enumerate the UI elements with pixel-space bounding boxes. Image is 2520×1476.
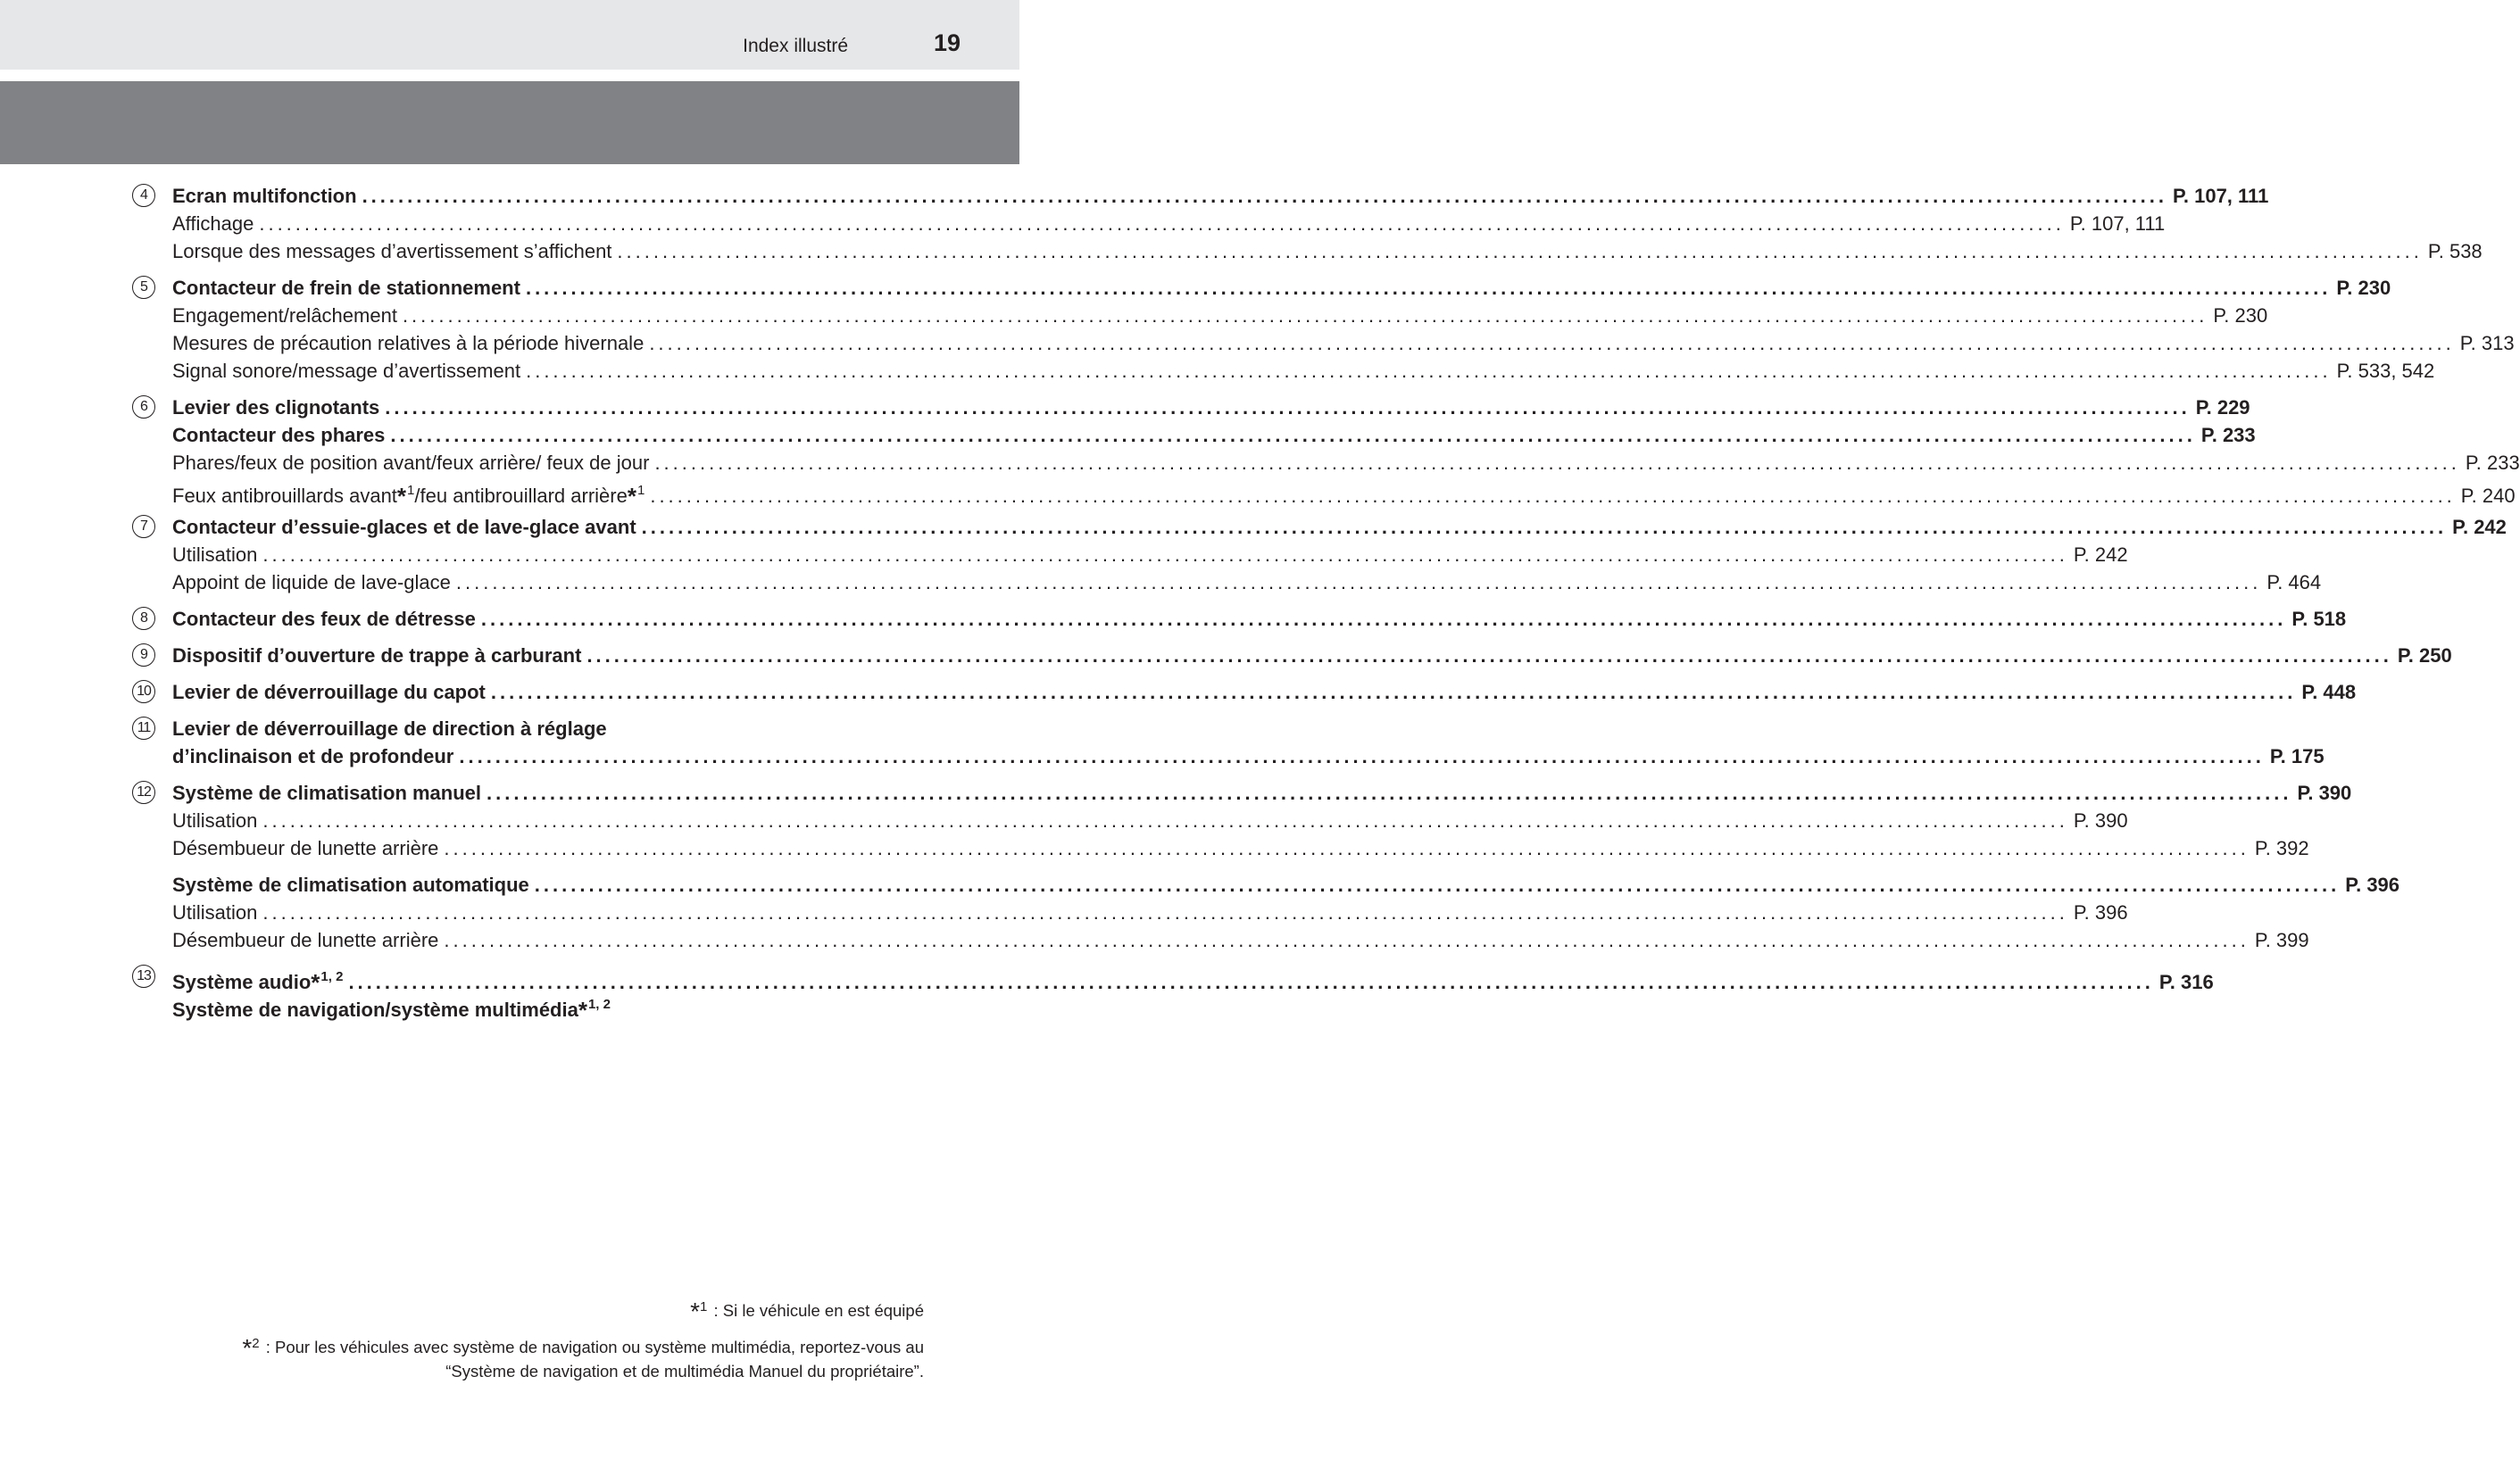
index-entry: Système de navigation/système multimédia*$^{1, 2}$ <box>172 997 611 1024</box>
index-group-6 <box>132 394 2520 510</box>
index-group-12-auto <box>132 871 2400 954</box>
dot-leader: ........................................................................................................................................................................................................ <box>362 185 2168 207</box>
dot-leader: ........................................................................................................................................................................................................ <box>487 782 2292 804</box>
page-ref: P. 175 <box>2269 745 2325 767</box>
dot-leader: ........................................................................................................................................................................................................ <box>617 240 2423 262</box>
dot-leader: ........................................................................................................................................................................................................ <box>402 304 2208 327</box>
index-entry: Levier de déverrouillage de direction à réglage <box>172 717 607 740</box>
dot-leader: ........................................................................................................................................................................................................ <box>385 396 2191 419</box>
dot-leader: ........................................................................................................................................................................................................ <box>259 212 2065 235</box>
page-ref: P. 233 <box>2465 452 2520 474</box>
footnote-2-continued: “Système de navigation et de multimédia Manuel du propriétaire”. <box>445 1362 924 1381</box>
page-ref: P. 396 <box>2345 874 2400 896</box>
index-group-5 <box>132 274 2515 385</box>
index-entry: Engagement/relâchement ........................................................................................................................................................................................................ P. 230 <box>172 302 882 329</box>
dot-leader: ........................................................................................................................................................................................................ <box>459 745 2265 767</box>
section-title: Index illustré <box>743 36 848 56</box>
page-ref: P. 538 <box>2427 240 2483 262</box>
index-entry: Utilisation ........................................................................................................................................................................................................ P. 396 <box>172 899 882 926</box>
dot-leader: ........................................................................................................................................................................................................ <box>534 874 2341 896</box>
index-group-11 <box>132 715 2325 770</box>
item-number-badge: 4 <box>132 184 155 207</box>
page-ref: P. 399 <box>2254 929 2309 951</box>
index-entry: Contacteur d’essuie-glaces et de lave-glace avant ........................................................................................................................................................................................................ P. 242 <box>172 513 882 541</box>
index-entry: Système de climatisation automatique ........................................................................................................................................................................................................ P. 396 <box>172 871 882 899</box>
dot-leader: ........................................................................................................................................................................................................ <box>444 929 2250 951</box>
index-entry: Utilisation ........................................................................................................................................................................................................ P. 390 <box>172 807 882 834</box>
page-ref: P. 233 <box>2200 424 2256 446</box>
dot-leader: ........................................................................................................................................................................................................ <box>455 571 2262 593</box>
page-ref: P. 242 <box>2452 516 2507 538</box>
index-entry: Contacteur des phares ........................................................................................................................................................................................................ P. 233 <box>172 421 882 449</box>
dot-leader: ........................................................................................................................................................................................................ <box>586 644 2392 667</box>
dot-leader: ........................................................................................................................................................................................................ <box>348 971 2154 993</box>
index-list <box>132 182 2520 1024</box>
dot-leader: ........................................................................................................................................................................................................ <box>525 277 2332 299</box>
page-ref: P. 240 <box>2460 485 2516 507</box>
dot-leader: ........................................................................................................................................................................................................ <box>649 332 2455 354</box>
page-ref: P. 396 <box>2073 901 2128 924</box>
footnote-star: * <box>311 969 320 996</box>
item-number-badge: 7 <box>132 515 155 538</box>
page-ref: P. 229 <box>2195 396 2250 419</box>
page-ref: P. 518 <box>2291 608 2347 630</box>
index-group-10 <box>132 678 2357 706</box>
index-group-8 <box>132 605 2347 633</box>
footnote-star: * <box>396 483 407 510</box>
dot-leader: ........................................................................................................................................................................................................ <box>654 452 2460 474</box>
dot-leader: ........................................................................................................................................................................................................ <box>262 901 2068 924</box>
index-entry: Mesures de précaution relatives à la période hivernale ........................................................................................................................................................................................................ P. 313 <box>172 329 882 357</box>
index-entry: Désembueur de lunette arrière ........................................................................................................................................................................................................ P. 399 <box>172 926 882 954</box>
page-number: 19 <box>933 29 961 56</box>
dot-leader: ........................................................................................................................................................................................................ <box>490 681 2297 703</box>
item-number-badge: 12 <box>132 781 155 804</box>
dot-leader: ........................................................................................................................................................................................................ <box>480 608 2287 630</box>
index-entry: Ecran multifonction ........................................................................................................................................................................................................ P. 107, 111 <box>172 182 882 210</box>
dot-leader: ........................................................................................................................................................................................................ <box>262 543 2068 566</box>
item-number-badge: 9 <box>132 643 155 667</box>
index-entry: Désembueur de lunette arrière ........................................................................................................................................................................................................ P. 392 <box>172 834 882 862</box>
page-ref: P. 107, 111 <box>2069 212 2166 235</box>
page-ref: P. 316 <box>2158 971 2214 993</box>
page-ref: P. 313 <box>2459 332 2515 354</box>
index-entry: Lorsque des messages d’avertissement s’affichent ........................................................................................................................................................................................................ P. 538 <box>172 237 882 265</box>
item-number-badge: 10 <box>132 680 155 703</box>
item-number-badge: 8 <box>132 607 155 630</box>
index-entry: Levier des clignotants ........................................................................................................................................................................................................ P. 229 <box>172 394 882 421</box>
page-ref: P. 230 <box>2336 277 2391 299</box>
index-group-13 <box>132 963 2214 1024</box>
header-bar <box>0 0 1019 70</box>
footnote-star: * <box>627 483 636 510</box>
page-ref: P. 392 <box>2254 837 2309 859</box>
footnotes <box>121 1296 924 1383</box>
index-group-12 <box>132 779 2352 862</box>
page-ref: P. 390 <box>2297 782 2352 804</box>
footnote-star: * <box>578 997 587 1024</box>
dot-leader: ........................................................................................................................................................................................................ <box>262 809 2068 832</box>
page-ref: P. 230 <box>2213 304 2268 327</box>
item-number-badge: 11 <box>132 717 155 740</box>
index-group-4 <box>132 182 2483 265</box>
footnote-2: *$^2$ : Pour les véhicules avec système de navigation ou système multimédia, reportez-vous au <box>242 1334 924 1362</box>
dot-leader: ........................................................................................................................................................................................................ <box>390 424 2196 446</box>
page-ref: P. 464 <box>2266 571 2322 593</box>
page-ref: P. 250 <box>2397 644 2452 667</box>
page-ref: P. 242 <box>2073 543 2128 566</box>
item-number-badge: 13 <box>132 965 155 988</box>
page-ref: P. 107, 111 <box>2173 185 2269 207</box>
index-entry: Dispositif d’ouverture de trappe à carburant ........................................................................................................................................................................................................ P. 250 <box>172 642 882 669</box>
index-entry: Contacteur de frein de stationnement ........................................................................................................................................................................................................ P. 230 <box>172 274 882 302</box>
dot-leader: ........................................................................................................................................................................................................ <box>444 837 2250 859</box>
index-entry: Système de climatisation manuel ........................................................................................................................................................................................................ P. 390 <box>172 779 882 807</box>
index-entry: Feux antibrouillards avant*$^1$/feu antibrouillard arrière*$^1$ ........................................................................................................................................................................................................ P. 240 <box>172 483 2516 510</box>
index-entry: Appoint de liquide de lave-glace ........................................................................................................................................................................................................ P. 464 <box>172 568 882 596</box>
dot-leader: ........................................................................................................................................................................................................ <box>650 485 2456 507</box>
page-ref: P. 390 <box>2073 809 2128 832</box>
index-entry: Phares/feux de position avant/feux arrière/ feux de jour ........................................................................................................................................................................................................ P. 233 <box>172 449 882 477</box>
dot-leader: ........................................................................................................................................................................................................ <box>641 516 2448 538</box>
index-group-7 <box>132 513 2507 596</box>
page-ref: P. 448 <box>2301 681 2357 703</box>
index-entry: Contacteur des feux de détresse ........................................................................................................................................................................................................ P. 518 <box>172 605 882 633</box>
index-group-9 <box>132 642 2452 669</box>
index-entry: Système audio*$^{1, 2}$ ........................................................................................................................................................................................................ P. 316 <box>172 969 2214 996</box>
index-entry: Affichage ........................................................................................................................................................................................................ P. 107, 111 <box>172 210 882 237</box>
item-number-badge: 5 <box>132 276 155 299</box>
index-entry: d’inclinaison et de profondeur ........................................................................................................................................................................................................ P. 175 <box>172 742 882 770</box>
page-ref: P. 533, 542 <box>2336 360 2435 382</box>
index-entry: Utilisation ........................................................................................................................................................................................................ P. 242 <box>172 541 882 568</box>
item-number-badge: 6 <box>132 395 155 419</box>
header-band <box>0 81 1019 164</box>
index-entry: Levier de déverrouillage du capot ........................................................................................................................................................................................................ P. 448 <box>172 678 882 706</box>
footnote-1: *$^1$ : Si le véhicule en est équipé <box>690 1298 924 1325</box>
index-entry: Signal sonore/message d’avertissement ........................................................................................................................................................................................................ P. 533, 542 <box>172 357 882 385</box>
dot-leader: ........................................................................................................................................................................................................ <box>526 360 2332 382</box>
